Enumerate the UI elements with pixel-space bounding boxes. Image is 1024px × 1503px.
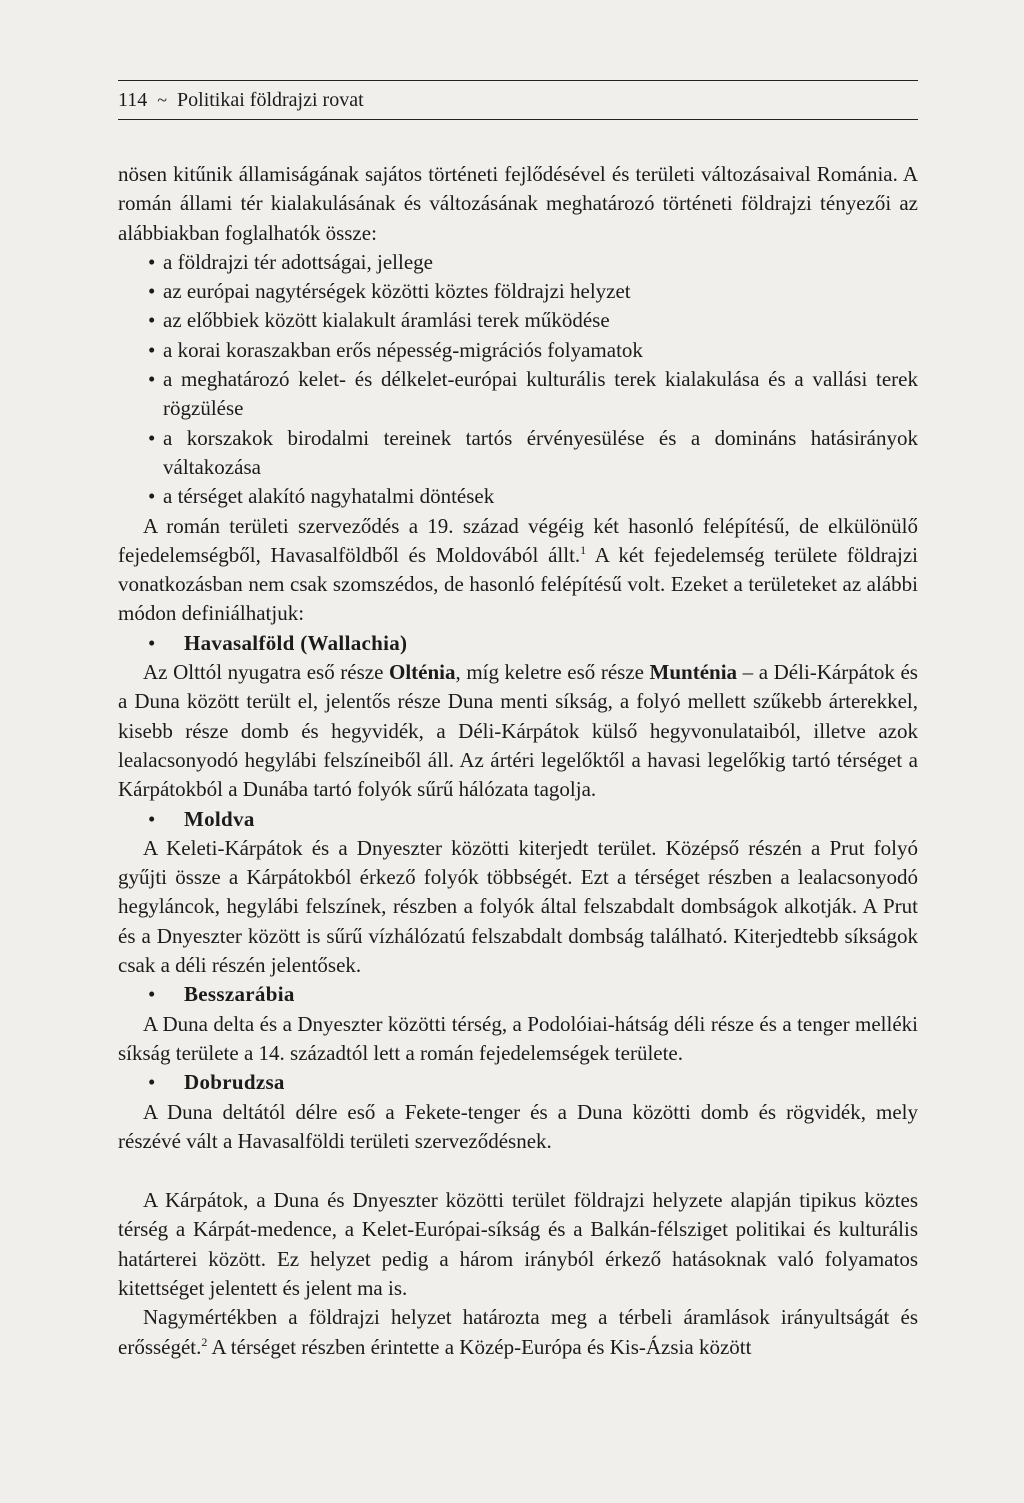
- list-item: • az európai nagytérségek közötti köztes földrajzi helyzet: [118, 277, 918, 306]
- section-spacer: [118, 1156, 918, 1186]
- list-item: • az előbbiek között kialakult áramlási terek működése: [118, 306, 918, 335]
- closing-text-2: A térséget részben érintette a Közép-Európa és Kis-Ázsia között: [207, 1334, 752, 1359]
- territorial-paragraph: [118, 512, 918, 629]
- list-item: • a térséget alakító nagyhatalmi döntések: [118, 482, 918, 511]
- havasalfold-paragraph: [118, 658, 918, 804]
- oltenia-term: Olténia: [388, 660, 456, 685]
- closing-paragraph-1: A Kárpátok, a Duna és Dnyeszter közötti terület földrajzi helyzete alapján tipikus köztes térség a Kárpát-medence, a Kelet-Európai-síkság és a Balkán-félsziget politikai és kulturális határterei között. Ez helyzet pedig a három irányból érkező hatásoknak való folyamatos kitettséget jelentett és jelent ma is.: [118, 1188, 918, 1300]
- moldva-paragraph: A Keleti-Kárpátok és a Dnyeszter közötti kiterjedt terület. Középső részén a Prut folyó gyűjti össze a Kárpátokból érkező folyók többségét. Ezt a térséget részben a lealacsonyodó hegyláncok, hegylábi felszínek, részben a folyók által felszabdalt dombságok alkotják. A Prut és a Dnyeszter között is sűrű vízhálózatú felszabdalt dombság található. Kiterjedtebb síkságok csak a déli részén jelentősek.: [118, 835, 918, 978]
- footnote-ref-1[interactable]: 1: [580, 542, 587, 557]
- page-number: 114: [118, 89, 148, 111]
- list-item: • a korszakok birodalmi tereinek tartós érvényesülése és a domináns hatásirányok váltakozása: [118, 424, 918, 483]
- territorial-text-2: A két fejedelemség területe földrajzi vonatkozásban nem csak szomszédos, de hasonló felépítésű volt. Ezeket a területeket az alábbi módon definiálhatjuk:: [118, 542, 918, 626]
- havasalfold-text-1: Az Olttól nyugatra eső része: [143, 660, 389, 685]
- havasalfold-text-2: , míg keletre eső része: [455, 660, 650, 685]
- territorial-text-1: A román területi szerveződés a 19. század végéig két hasonló felépítésű, de elkülönülő fejedelemségből, Havasalföldből és Moldovából állt.: [118, 513, 918, 567]
- list-item: • a földrajzi tér adottságai, jellege: [118, 248, 918, 277]
- region-heading-besszarabia: • Besszarábia: [118, 980, 918, 1009]
- page-body: [118, 160, 918, 1362]
- list-item: • a meghatározó kelet- és délkelet-európai kulturális terek kialakulása és a vallási terek rögzülése: [118, 365, 918, 424]
- factor-list: [118, 248, 918, 512]
- list-item: • a korai koraszakban erős népesség-migrációs folyamatok: [118, 336, 918, 365]
- closing-paragraph-2: [118, 1303, 918, 1362]
- footnote-ref-2[interactable]: 2: [201, 1334, 208, 1349]
- besszarabia-paragraph: A Duna delta és a Dnyeszter közötti térség, a Podolóiai-hátság déli része és a tenger melléki síkság területe a 14. századtól lett a román fejedelemségek területe.: [118, 1011, 918, 1065]
- intro-paragraph: nösen kitűnik államiságának sajátos történeti fejlődésével és területi változásaival Románia. A román állami tér kialakulásának és változásának meghatározó történeti földrajzi tényezői az alábbiakban foglalhatók össze:: [118, 162, 918, 245]
- dobrudzsa-paragraph: A Duna deltától délre eső a Fekete-tenger és a Duna közötti domb és rögvidék, mely részévé vált a Havasalföldi területi szerveződésnek.: [118, 1099, 918, 1153]
- running-title: Politikai földrajzi rovat: [177, 89, 364, 111]
- havasalfold-text-3: – a Déli-Kárpátok és a Duna között terült el, jelentős része Duna menti síkság, a folyó mellett szűkebb árterekkel, kisebb része domb és hegyvidék, a Déli-Kárpátok külső hegyvonulataiból, illetve azok lealacsonyodó hegylábi felszíneiből áll. Az ártéri legelőktől a havasi legelőkig tartó térséget a Kárpátokból a Dunába tartó folyók sűrű hálózata tagolja.: [118, 660, 918, 802]
- muntenia-term: Munténia: [649, 660, 738, 685]
- region-heading-moldva: • Moldva: [118, 805, 918, 834]
- running-header: [118, 80, 918, 120]
- header-separator: ~: [157, 90, 168, 110]
- closing-text-1: Nagymértékben a földrajzi helyzet határozta meg a térbeli áramlások irányultságát és erősségét.: [118, 1305, 918, 1359]
- region-heading-dobrudzsa: • Dobrudzsa: [118, 1068, 918, 1097]
- region-heading-havasalfold: • Havasalföld (Wallachia): [118, 629, 918, 658]
